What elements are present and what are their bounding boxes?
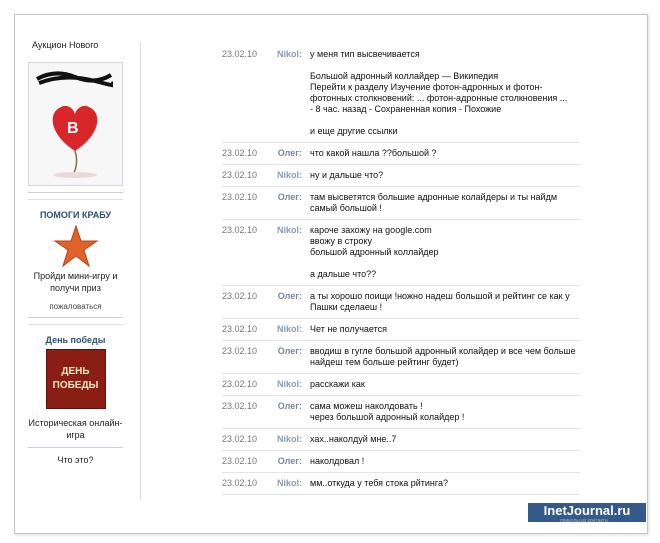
scribble-overlay xyxy=(35,69,113,89)
report-link[interactable]: пожаловаться xyxy=(49,302,102,311)
message-date: 23.02.10 xyxy=(222,346,258,356)
message-row xyxy=(222,143,580,165)
message-author[interactable]: Nikol: xyxy=(276,225,302,235)
watermark-sub: приколы из контакта xyxy=(560,518,608,524)
message-date: 23.02.10 xyxy=(222,324,258,334)
message-author[interactable]: Nikol: xyxy=(276,170,302,180)
victory-poster-text: ДЕНЬ ПОБЕДЫ xyxy=(52,366,99,391)
message-text: там высветятся большие адронные колайдеры и ты найдм самый большой ! xyxy=(310,192,558,213)
message-date: 23.02.10 xyxy=(222,148,258,158)
message-date: 23.02.10 xyxy=(222,170,258,180)
victory-poster[interactable] xyxy=(46,349,106,409)
message-row xyxy=(222,451,580,473)
message-author[interactable]: Олег: xyxy=(277,192,302,202)
auction-title[interactable]: Аукцион Нового xyxy=(32,40,99,50)
message-text: вводиш в гугле большой адронный колайдер и все чем больше найдеш тем больше рейтинг будет) xyxy=(310,346,576,367)
message-author[interactable]: Nikol: xyxy=(276,324,302,334)
message-text: сама можеш наколдовать ! через большой адронный колайдер ! xyxy=(310,401,465,422)
heart-icon xyxy=(45,93,105,178)
message-text: мм..откуда у тебя стока рйтинга? xyxy=(310,478,448,488)
victory-promo[interactable] xyxy=(28,324,123,466)
message-date: 23.02.10 xyxy=(222,49,258,59)
column-divider xyxy=(140,42,141,500)
message-date: 23.02.10 xyxy=(222,225,258,235)
what-is-this-link[interactable]: Что это? xyxy=(57,455,94,465)
message-text: расскажи как xyxy=(310,379,365,389)
sidebar xyxy=(28,40,123,466)
message-text: ну и дальше что? xyxy=(310,170,384,180)
message-row xyxy=(222,341,580,374)
heart-gift-image[interactable] xyxy=(29,63,122,185)
message-text: кароче захожу на google.com ввожу в строку большой адронный коллайдер а дальше что?? xyxy=(310,225,439,279)
message-row xyxy=(222,187,580,220)
crab-promo[interactable] xyxy=(28,199,123,311)
starfish-icon[interactable] xyxy=(53,224,99,268)
crab-promo-text[interactable]: Пройди мини-игру и получи приз xyxy=(33,271,118,293)
message-row xyxy=(222,374,580,396)
victory-promo-title[interactable]: День победы xyxy=(45,335,106,345)
message-text: хах..наколдуй мне..7 xyxy=(310,434,397,444)
message-author[interactable]: Олег: xyxy=(277,148,302,158)
message-date: 23.02.10 xyxy=(222,192,258,202)
heart-letter: B xyxy=(67,120,79,137)
message-author[interactable]: Nikol: xyxy=(276,478,302,488)
message-author[interactable]: Nikol: xyxy=(276,379,302,389)
message-row xyxy=(222,429,580,451)
message-row xyxy=(222,165,580,187)
victory-promo-text[interactable]: Историческая онлайн-игра xyxy=(28,418,123,440)
message-row xyxy=(222,220,580,286)
message-author[interactable]: Олег: xyxy=(277,401,302,411)
gift-box[interactable] xyxy=(28,62,123,186)
message-date: 23.02.10 xyxy=(222,379,258,389)
message-author[interactable]: Олег: xyxy=(277,291,302,301)
message-text: а ты хорошо поищи !ножно надеш большой и рейтинг се как у Пашки сделаеш ! xyxy=(310,291,570,312)
message-date: 23.02.10 xyxy=(222,401,258,411)
message-author[interactable]: Nikol: xyxy=(276,49,302,59)
message-author[interactable]: Олег: xyxy=(277,346,302,356)
message-text: Чет не получается xyxy=(310,324,388,334)
message-row xyxy=(222,319,580,341)
message-text: наколдовал ! xyxy=(310,456,365,466)
message-row xyxy=(222,473,580,495)
chat-log xyxy=(222,44,580,495)
crab-promo-title[interactable]: ПОМОГИ КРАБУ xyxy=(39,210,112,220)
watermark-site: InetJournal.ru xyxy=(543,503,631,518)
message-date: 23.02.10 xyxy=(222,434,258,444)
message-row xyxy=(222,44,580,143)
message-text: что какой нашла ??большой ? xyxy=(310,148,437,158)
message-author[interactable]: Олег: xyxy=(277,456,302,466)
message-text: у меня тип высвечивается Большой адронный коллайдер — Википедия Перейти к разделу Изучение фотон-адронных и фотон- фотонных столкновений: ... фотон-адронные столкновения ... - 8 час. назад - Сохраненная копия - Похожие и еще другие ссылки xyxy=(310,49,568,136)
message-row xyxy=(222,396,580,429)
message-date: 23.02.10 xyxy=(222,291,258,301)
message-date: 23.02.10 xyxy=(222,478,258,488)
message-row xyxy=(222,286,580,319)
message-date: 23.02.10 xyxy=(222,456,258,466)
message-author[interactable]: Nikol: xyxy=(276,434,302,444)
